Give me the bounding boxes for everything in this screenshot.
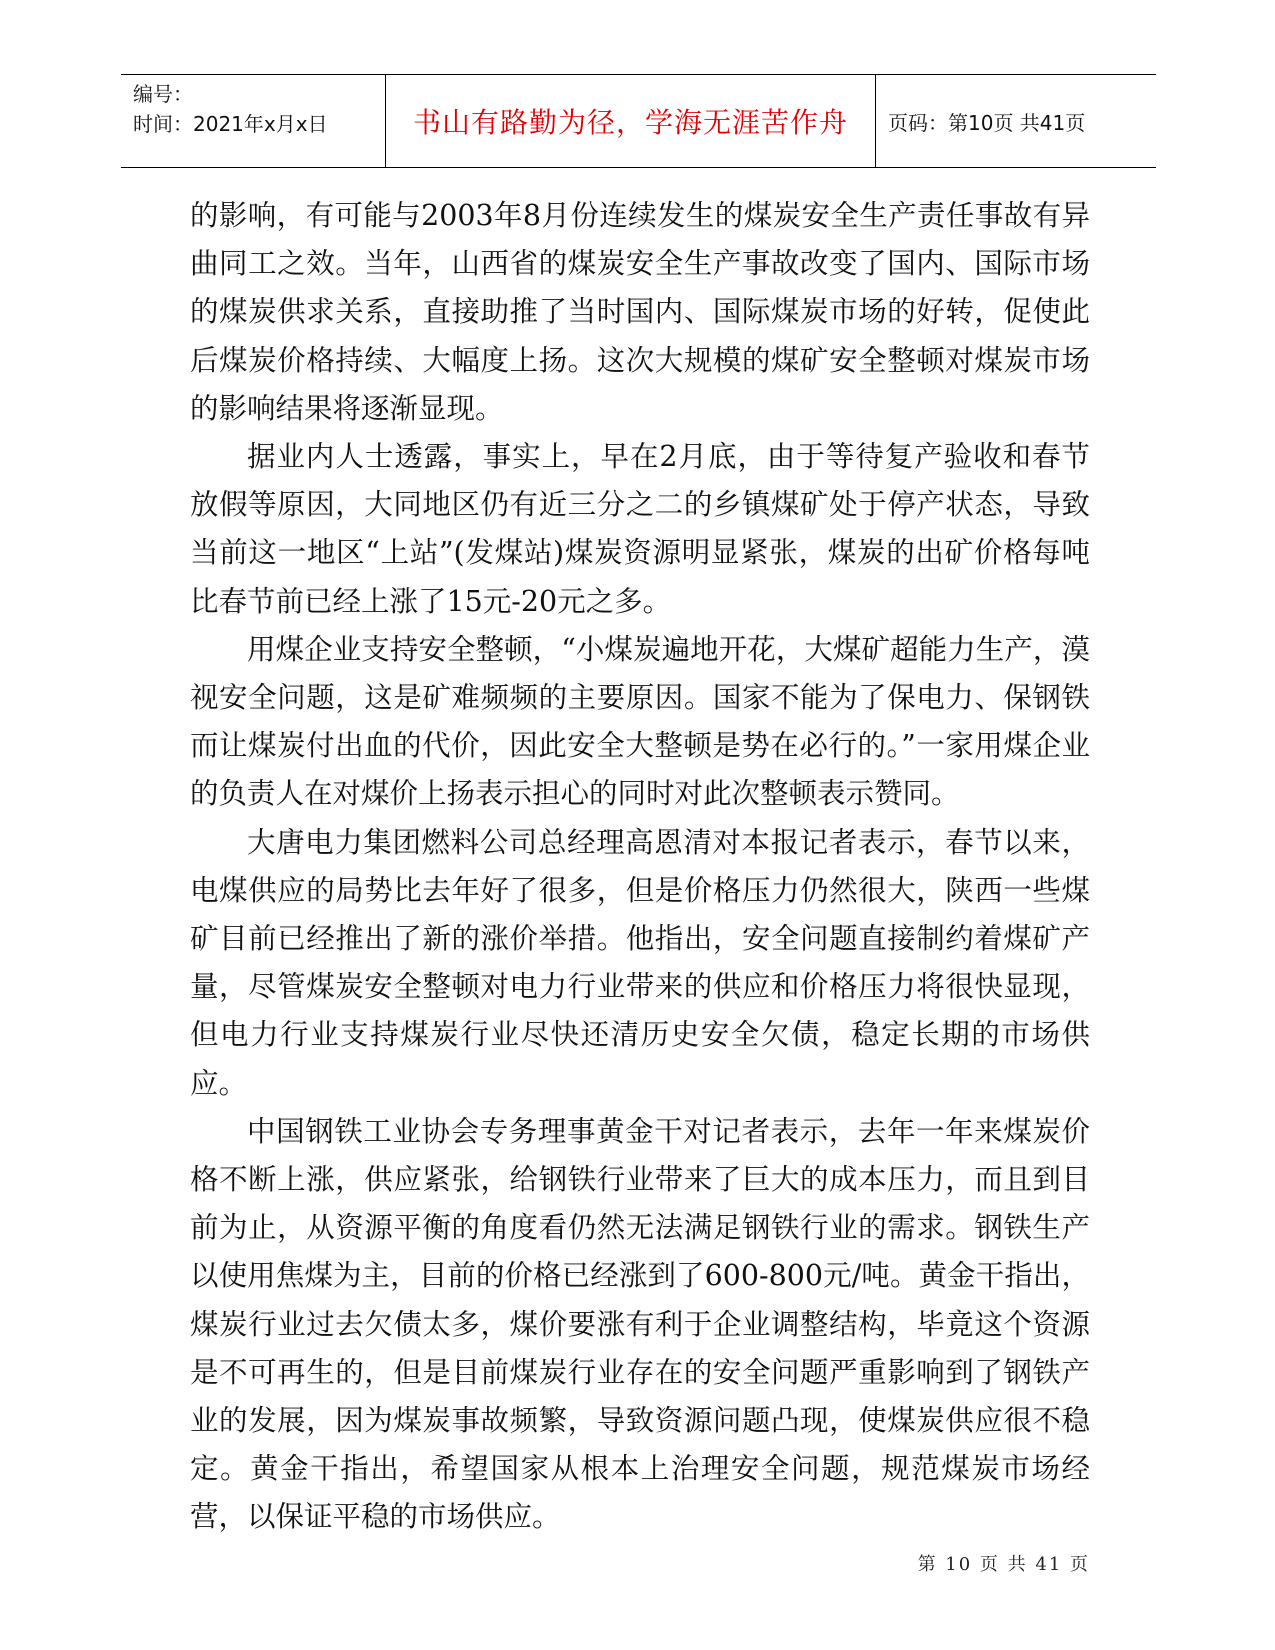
- document-body: [190, 192, 1090, 1542]
- paragraph-3: 用煤企业支持安全整顿，“小煤炭遍地开花，大煤矿超能力生产，漠视安全问题，这是矿难频频的主要原因。国家不能为了保电力、保钢铁而让煤炭付出血的代价，因此安全大整顿是势在必行的。”一家用煤企业的负责人在对煤价上扬表示担心的同时对此次整顿表示赞同。: [190, 632, 1090, 811]
- document-time-label: 时间：2021年x月x日: [133, 112, 328, 136]
- header-motto: 书山有路勤为径，学海无涯苦作舟: [386, 75, 876, 167]
- header-page-info: 页码：第10页 共41页: [888, 110, 1086, 135]
- paragraph-1: 的影响，有可能与2003年8月份连续发生的煤炭安全生产责任事故有异曲同工之效。当年，山西省的煤炭安全生产事故改变了国内、国际市场的煤炭供求关系，直接助推了当时国内、国际煤炭市场的好转，促使此后煤炭价格持续、大幅度上扬。这次大规模的煤矿安全整顿对煤炭市场的影响结果将逐渐显现。: [190, 199, 1090, 425]
- paragraph-2: 据业内人士透露，事实上，早在2月底，由于等待复产验收和春节放假等原因，大同地区仍有近三分之二的乡镇煤矿处于停产状态，导致当前这一地区“上站”(发煤站)煤炭资源明显紧张，煤炭的出矿价格每吨比春节前已经上涨了15元-20元之多。: [190, 440, 1090, 618]
- header-meta: [121, 75, 386, 167]
- paragraph-4: 大唐电力集团燃料公司总经理高恩清对本报记者表示，春节以来，电煤供应的局势比去年好了很多，但是价格压力仍然很大，陕西一些煤矿目前已经推出了新的涨价举措。他指出，安全问题直接制约着煤矿产量，尽管煤炭安全整顿对电力行业带来的供应和价格压力将很快显现，但电力行业支持煤炭行业尽快还清历史安全欠债，稳定长期的市场供应。: [190, 825, 1090, 1100]
- paragraph-5: 中国钢铁工业协会专务理事黄金干对记者表示，去年一年来煤炭价格不断上涨，供应紧张，给钢铁行业带来了巨大的成本压力，而且到目前为止，从资源平衡的角度看仍然无法满足钢铁行业的需求。钢铁生产以使用焦煤为主，目前的价格已经涨到了600-800元/吨。黄金干指出，煤炭行业过去欠债太多，煤价要涨有利于企业调整结构，毕竟这个资源是不可再生的，但是目前煤炭行业存在的安全问题严重影响到了钢铁产业的发展，因为煤炭事故频繁，导致资源问题凸现，使煤炭供应很不稳定。黄金干指出，希望国家从根本上治理安全问题，规范煤炭市场经营，以保证平稳的市场供应。: [190, 1114, 1090, 1534]
- page-footer: 第 10 页 共 41 页: [917, 1554, 1090, 1575]
- page-header: [121, 74, 1156, 168]
- document-number-label: 编号：: [133, 82, 193, 106]
